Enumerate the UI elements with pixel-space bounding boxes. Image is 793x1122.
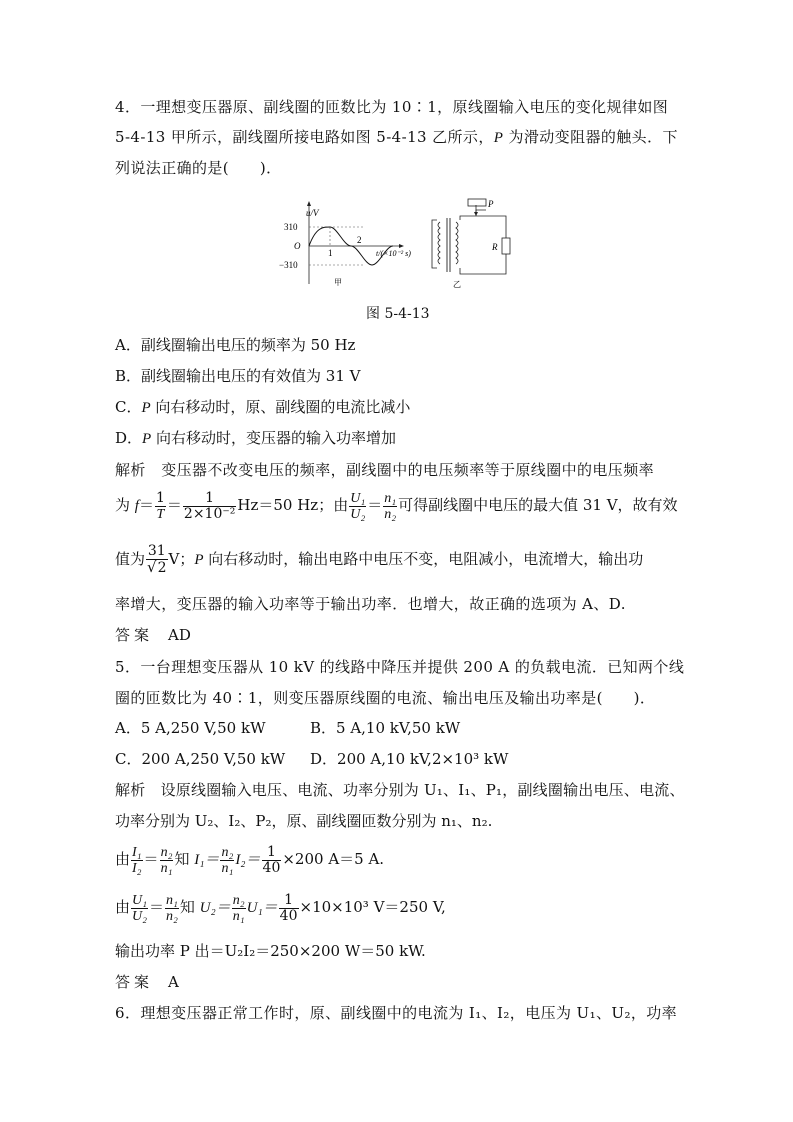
q4-sol3-text-1: 值为	[115, 550, 146, 568]
secondary-coil	[456, 222, 458, 264]
secondary-loop	[460, 216, 506, 274]
q5-option-c: C．200 A,250 V,50 kW	[115, 750, 286, 768]
q4-sol3-text-3: 向右移动时，输出电路中电压不变，电阻减小，电流增大，输出功	[203, 550, 644, 568]
t-axis-arrow	[399, 244, 404, 248]
q4-option-b: B．副线圈输出电压的有效值为 31 V	[115, 367, 361, 385]
q5-output-power: 输出功率 P 出＝U₂I₂＝250×200 W＝50 kW.	[115, 942, 426, 960]
q4-sol2-eq-2: ＝	[166, 496, 182, 514]
fraction-n2-n1-b: $\frac{\text{n₂}}{\text{n₁}}$	[221, 844, 234, 876]
q5-option-a: A．5 A,250 V,50 kW	[115, 719, 266, 737]
fraction-n1-n2-b: $\frac{\text{n₁}}{\text{n₂}}$	[166, 892, 178, 924]
q5-eq1-zhi: 知	[174, 850, 195, 868]
slider-arrowhead	[474, 212, 478, 216]
tick-origin: O	[294, 241, 301, 251]
fraction-n1-n2: $\frac{\text{n₁}}{\text{n₂}}$	[384, 490, 397, 522]
fraction-u1-u2: $\frac{\text{U₁}}{\text{U₂}}$	[350, 490, 366, 522]
q5-eq2-you: 由	[115, 898, 131, 916]
q4-sol2-eq-3: ＝	[367, 496, 383, 514]
q4-answer-label: 答案	[115, 626, 154, 644]
q6-line-1: 6．理想变压器正常工作时，原、副线圈中的电流为 I₁、I₂，电压为 U₁、U₂，功率	[115, 1004, 678, 1022]
q4-sol2-f: f	[134, 498, 139, 514]
q4-sol3-p: P	[194, 552, 204, 568]
u-axis-label: u/V	[306, 208, 319, 218]
q5-eq1-you: 由	[115, 850, 131, 868]
fraction-1-over-t: $\frac{1}{T}$	[155, 489, 165, 522]
q4-answer-value: AD	[168, 626, 191, 644]
fraction-1-40: $\frac{1}{40}$	[262, 843, 281, 876]
fraction-1-40-b: $\frac{1}{40}$	[279, 891, 298, 924]
q5-option-b: B．5 A,10 kV,50 kW	[310, 719, 461, 737]
q4-answer	[115, 625, 191, 645]
q4-line-3: 列说法正确的是( )．	[115, 159, 282, 177]
q4-option-a: A．副线圈输出电压的频率为 50 Hz	[115, 336, 356, 354]
voltage-time-graph	[279, 201, 411, 287]
figure-caption: 图 5-4-13	[366, 306, 430, 322]
tick-neg310: −310	[279, 260, 298, 270]
q5-eq1-lhs: I₁＝	[194, 852, 220, 868]
q5-line-2: 圈的匝数比为 40∶1，则变压器原线圈的电流、输出电压及输出功率是( )．	[115, 689, 656, 707]
q4-sol2-eq-1: ＝	[138, 496, 154, 514]
q5-answer-value: A	[168, 973, 179, 991]
resistor-r	[502, 238, 510, 254]
q4-line-1: 4．一理想变压器原、副线圈的匝数比为 10∶1，原线圈输入电压的变化规律如图	[115, 98, 669, 116]
label-p: P	[488, 199, 494, 209]
q5-line-1: 5．一台理想变压器从 10 kV 的线路中降压并提供 200 A 的负载电流．已知两个线	[115, 658, 685, 676]
q5-answer-label: 答案	[115, 973, 154, 991]
primary-coil	[438, 222, 440, 264]
tick-310: 310	[284, 222, 298, 232]
u-axis-arrow	[307, 201, 311, 206]
q4-line-2-a: 5-4-13 甲所示，副线圈所接电路如图 5-4-13 乙所示，	[115, 128, 494, 146]
q4-option-c-text: 向右移动时，原、副线圈的电流比减小	[150, 398, 411, 416]
tick-1: 1	[328, 248, 333, 258]
q4-line-2-b: 为滑动变阻器的触头．下	[503, 128, 678, 146]
q4-option-d	[115, 428, 396, 449]
q5-eq2-zhi: 知	[179, 898, 200, 916]
q5-equation-1: 由 $\frac{\text{I₁}}{\text{I₂}}$ ＝ $\frac{\text{n₂}}{\text{n₁}}$ 知 I₁＝ $\frac{\text{n₂}}{\text{n₁}}$ I₂＝ $\frac{1}{40}$ ×200 A＝5 A.	[115, 843, 385, 876]
q4-sol3-text-2: V；	[168, 550, 195, 568]
q5-eq1-mid: I₂＝	[235, 852, 261, 868]
fraction-n2-n1-c: $\frac{\text{n₂}}{\text{n₁}}$	[232, 892, 245, 924]
fraction-u1-u2-b: $\frac{\text{U₁}}{\text{U₂}}$	[132, 892, 147, 924]
q5-eq2-mid: U₁＝	[246, 900, 278, 916]
q4-option-c	[115, 397, 410, 418]
label-yi: 乙	[453, 280, 461, 289]
q4-sol2-text-1: 为	[115, 496, 135, 514]
q5-option-d: D．200 A,10 kV,2×10³ kW	[310, 750, 509, 768]
q4-solution-line-1: 解析 变压器不改变电压的频率，副线圈中的电压频率等于原线圈中的电压频率	[115, 461, 655, 479]
q4-sol2-text-2: Hz＝50 Hz；由	[237, 496, 349, 514]
q5-eq1-rest: ×200 A＝5 A.	[282, 850, 385, 868]
fraction-n2-n1: $\frac{\text{n₂}}{\text{n₁}}$	[160, 844, 173, 876]
q4-option-d-text: 向右移动时，变压器的输入功率增加	[151, 429, 396, 447]
q4-line-2	[115, 127, 678, 148]
rheostat	[468, 199, 486, 206]
q4-option-c-p: P	[141, 400, 151, 416]
primary-lead	[432, 220, 437, 268]
q5-solution-line-2: 功率分别为 U₂、I₂、P₂，原、副线圈匝数分别为 n₁、n₂.	[115, 812, 493, 830]
fraction-31-over-root2: $\frac{31}{√2}$	[147, 543, 167, 576]
q4-option-d-p: P	[142, 431, 152, 447]
q5-equation-2: 由 $\frac{\text{U₁}}{\text{U₂}}$ ＝ $\frac{\text{n₁}}{\text{n₂}}$ 知 U₂＝ $\frac{\text{n₂}}{\text{n₁}}$ U₁＝ $\frac{1}{40}$ ×10×10³ V＝250 V,	[115, 891, 446, 924]
q5-solution-line-1: 解析 设原线圈输入电压、电流、功率分别为 U₁、I₁、P₁，副线圈输出电压、电流、	[115, 781, 685, 799]
q4-option-d-letter: D．	[115, 429, 143, 447]
q4-slider-p: P	[493, 130, 504, 146]
q4-solution-line-4: 率增大，变压器的输入功率等于输出功率．也增大，故正确的选项为 A、D.	[115, 595, 626, 613]
q4-solution-line-2	[115, 488, 678, 523]
label-r: R	[492, 242, 498, 252]
label-jia: 甲	[334, 278, 342, 287]
q5-eq2-lhs: U₂＝	[199, 900, 231, 916]
figure-5-4-13	[272, 196, 522, 294]
tick-2: 2	[357, 235, 362, 245]
fraction-period: $\frac{1}{\text{2×10⁻²}}$	[183, 489, 236, 522]
q5-eq2-rest: ×10×10³ V＝250 V,	[299, 898, 446, 916]
q4-solution-line-3	[115, 541, 643, 578]
q4-sol2-text-3: 可得副线圈中电压的最大值 31 V，故有效	[398, 496, 678, 514]
transformer-circuit	[432, 199, 510, 289]
q4-option-c-letter: C．	[115, 398, 142, 416]
t-axis-label: t/(×10⁻² s)	[376, 249, 411, 258]
fraction-i1-i2: $\frac{\text{I₁}}{\text{I₂}}$	[132, 844, 142, 876]
q5-answer	[115, 972, 179, 992]
